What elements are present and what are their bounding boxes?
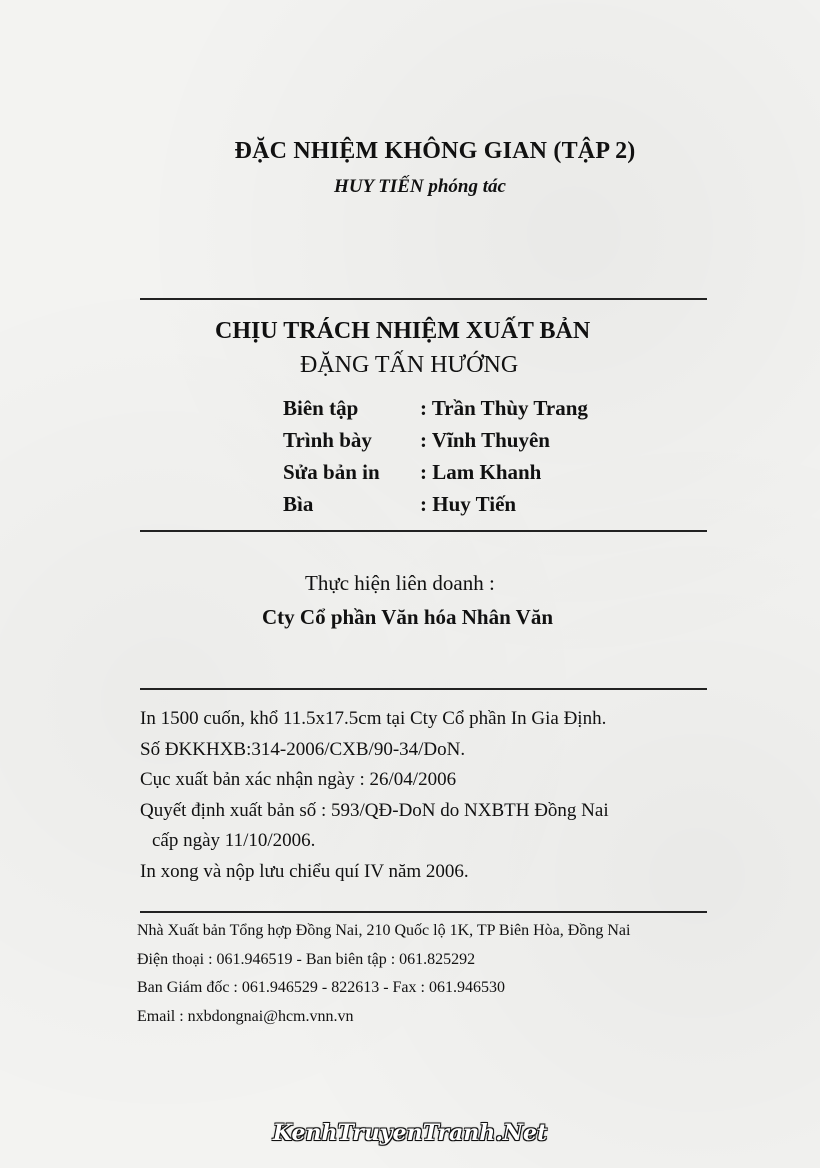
divider [140,530,707,532]
deposit-line: In xong và nộp lưu chiểu quí IV năm 2006. [140,860,469,882]
credits-list [283,392,588,520]
confirmation-line: Cục xuất bản xác nhận ngày : 26/04/2006 [140,769,457,790]
joint-venture-label: Thực hiện liên doanh : [305,571,495,595]
credit-role: Biên tập [283,396,359,420]
watermark: KenhTruyenTranh.Net [272,1120,548,1146]
divider [140,688,707,690]
book-title: ĐẶC NHIỆM KHÔNG GIAN (TẬP 2) [234,138,636,164]
divider [140,298,707,300]
book-subtitle: HUY TIẾN phóng tác [334,176,506,197]
credit-row [283,488,588,520]
credit-role: Trình bày [283,428,372,452]
credit-name: : Trần Thùy Trang [420,396,588,420]
publisher-info [137,917,630,1031]
credit-row [283,392,588,424]
publisher-director: Ban Giám đốc : 061.946529 - 822613 - Fax : 061.946530 [137,979,505,996]
registration-line: Số ĐKKHXB:314-2006/CXB/90-34/DoN. [140,738,466,760]
decision-line: Quyết định xuất bản số : 593/QĐ-DoN do NXBTH Đồng Nai [140,799,609,821]
publisher-email: Email : nxbdongnai@hcm.vnn.vn [137,1007,354,1025]
credit-name: : Huy Tiến [420,492,517,516]
credit-name: : Vĩnh Thuyên [420,428,550,452]
decision-date-line: cấp ngày 11/10/2006. [152,830,316,851]
credit-role: Bìa [283,492,314,516]
print-run-line: In 1500 cuốn, khổ 11.5x17.5cm tại Cty Cổ phần In Gia Định. [140,708,607,729]
divider [140,911,707,913]
joint-venture-company: Cty Cổ phần Văn hóa Nhân Văn [262,605,553,629]
credit-row [283,456,588,488]
print-info [140,704,609,887]
credit-name: : Lam Khanh [420,460,542,484]
responsible-person: ĐẶNG TẤN HƯỚNG [300,352,519,378]
publisher-phone: Điện thoại : 061.946519 - Ban biên tập : 061.825292 [137,950,476,968]
credit-row [283,424,588,456]
credit-role: Sửa bản in [283,460,380,484]
publisher-address: Nhà Xuất bản Tổng hợp Đồng Nai, 210 Quốc lộ 1K, TP Biên Hòa, Đồng Nai [137,922,631,939]
responsibility-heading: CHỊU TRÁCH NHIỆM XUẤT BẢN [215,318,591,344]
